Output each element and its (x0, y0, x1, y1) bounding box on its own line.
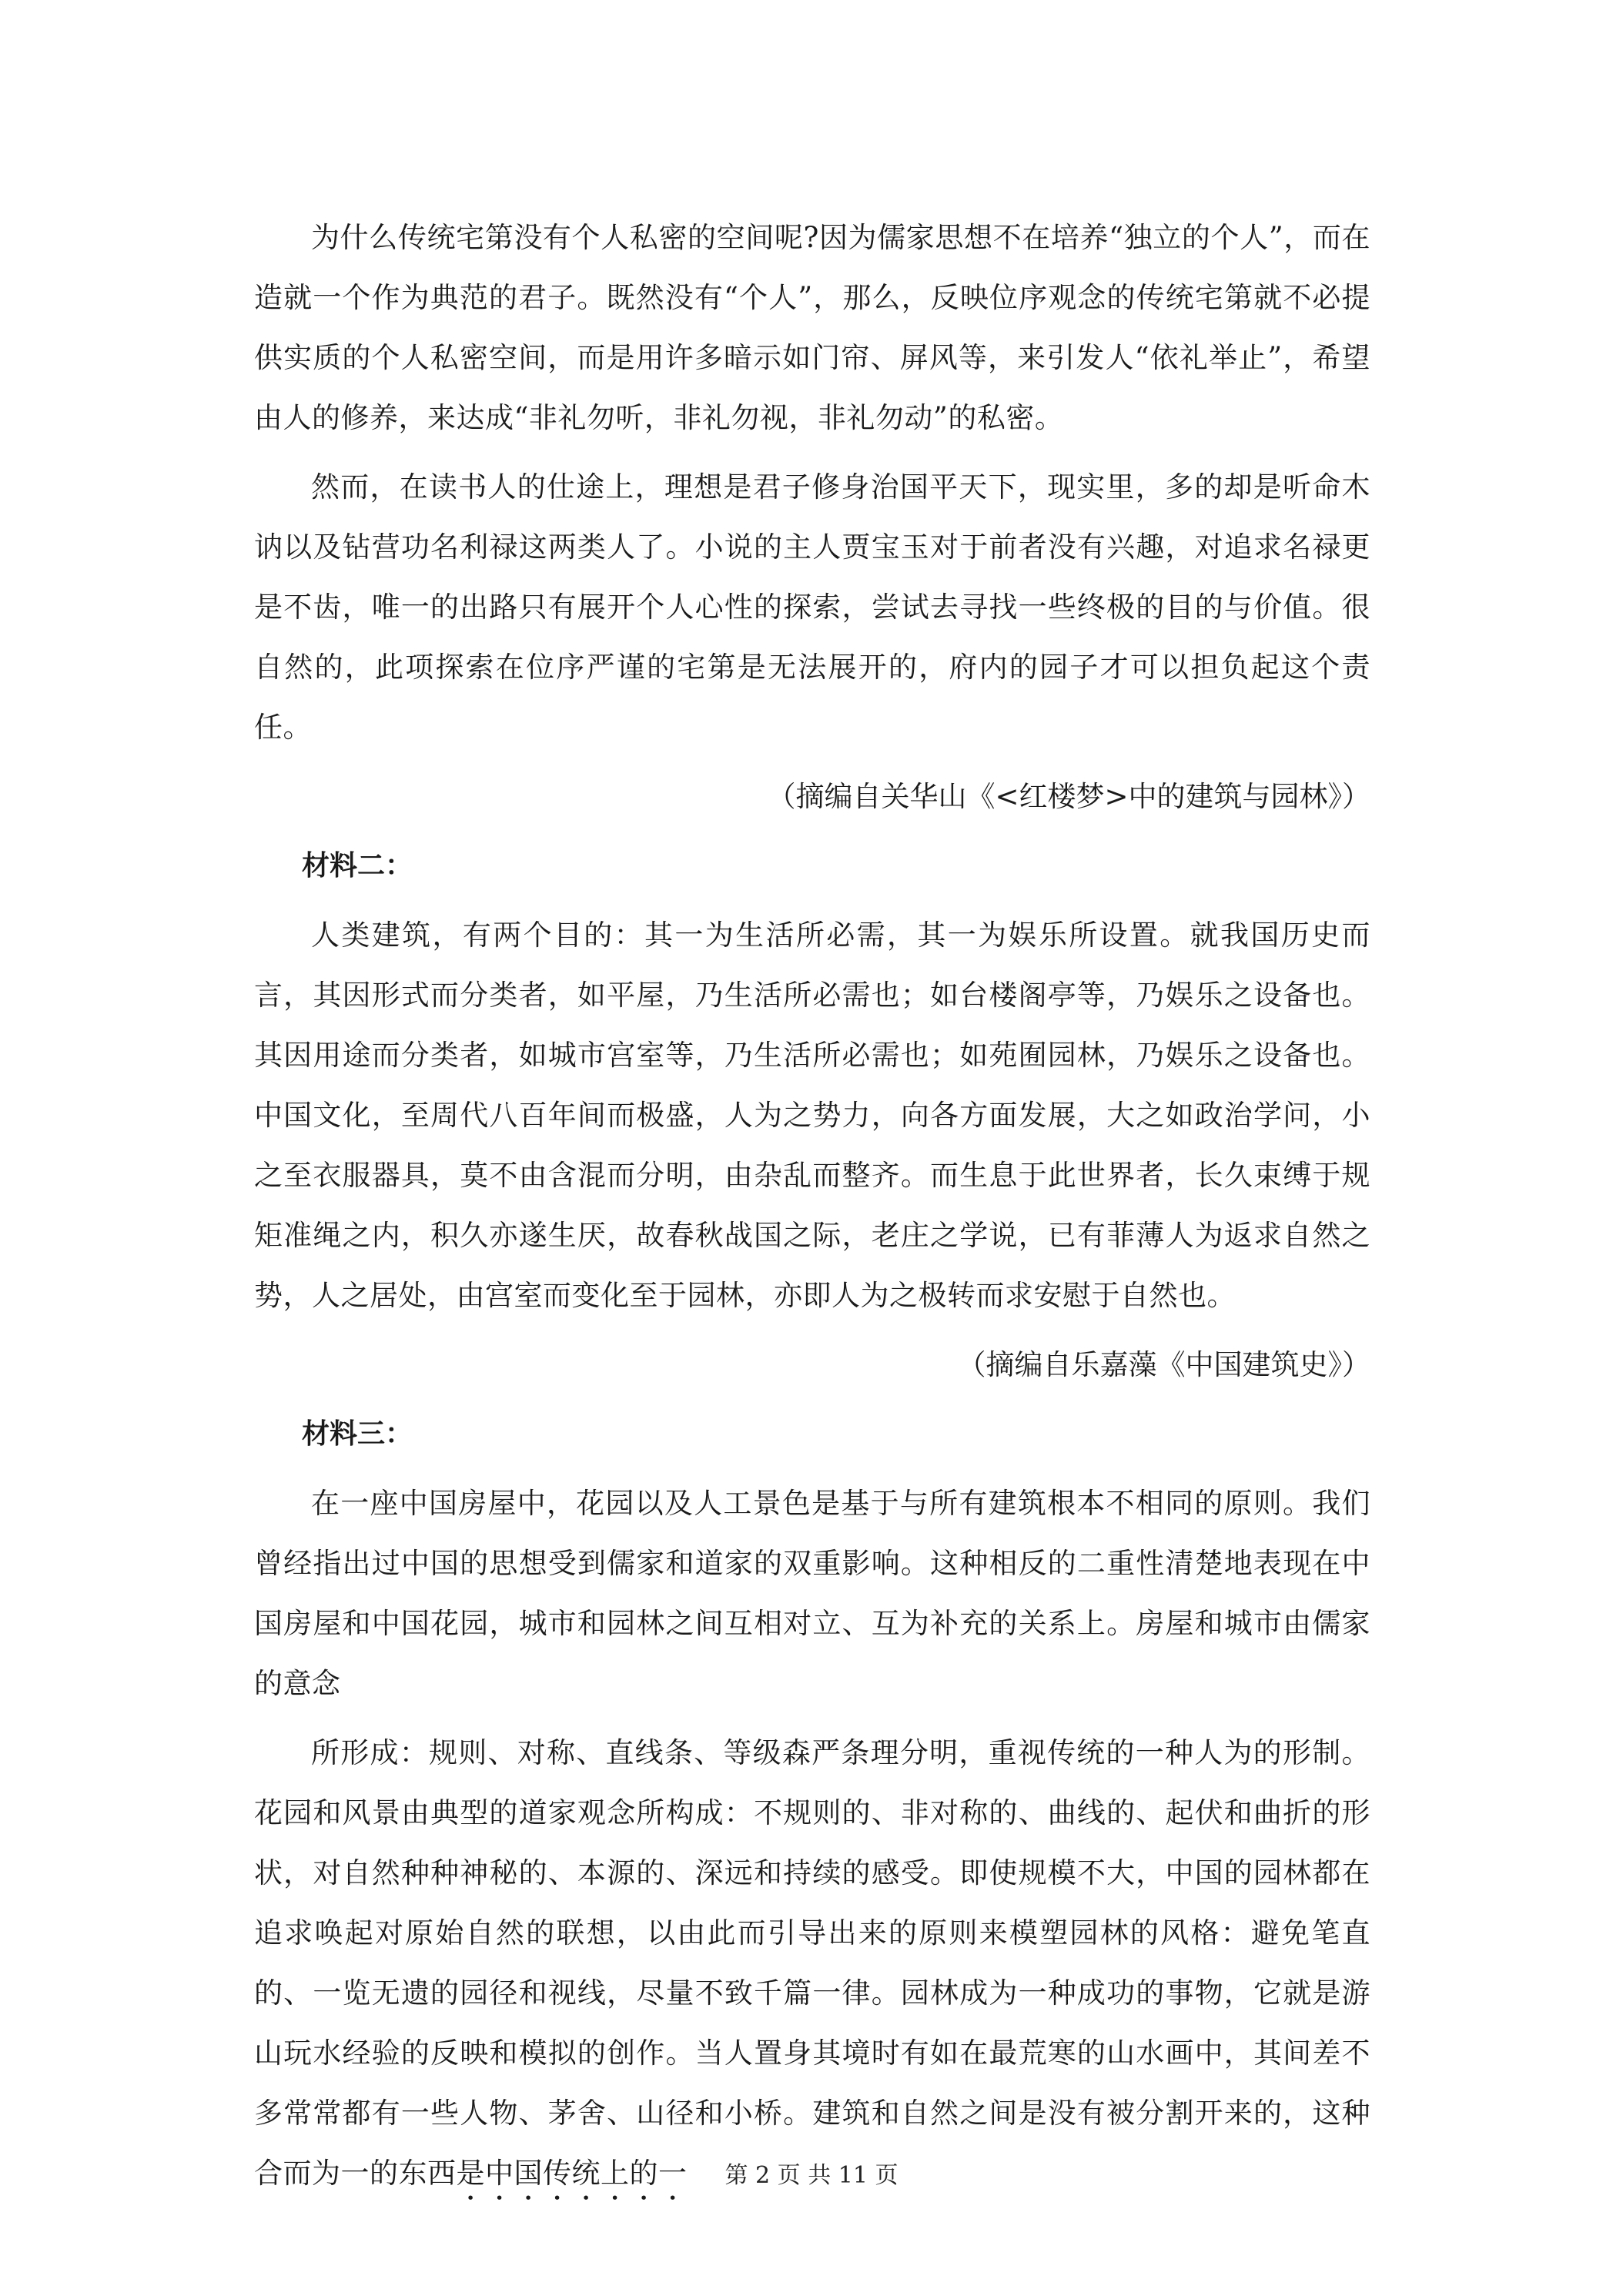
source-citation-2: （摘编自乐嘉藻《中国建筑史》） (957, 1348, 1370, 1381)
heading-material-3: 材料三： (302, 1418, 413, 1450)
paragraph-material-3a: 在一座中国房屋中，花园以及人工景色是基于与所有建筑根本不相同的原则。我们曾经指出过中国的思想受到儒家和道家的双重影响。这种相反的二重性清楚地表现在中国房屋和中国花园，城市和园林之间互相对立、互为补充的关系上。房屋和城市由儒家的意念 (254, 1487, 1370, 1700)
page-number-footer: 第 2 页 共 11 页 (724, 2162, 899, 2189)
heading-material-2: 材料二： (302, 850, 413, 882)
document-body (254, 208, 1370, 2216)
paragraph-scholar-career: 然而，在读书人的仕途上，理想是君子修身治国平天下，现实里，多的却是听命木讷以及钻营功名利禄这两类人了。小说的主人贾宝玉对于前者没有兴趣，对追求名禄更是不齿，唯一的出路只有展开个人心性的探索，尝试去寻找一些终极的目的与价值。很自然的，此项探索在位序严谨的宅第是无法展开的，府内的园子才可以担负起这个责任。 (254, 470, 1370, 744)
paragraph-material-3b (254, 1723, 1370, 2207)
paragraph-material-2: 人类建筑，有两个目的：其一为生活所必需，其一为娱乐所设置。就我国历史而言，其因形式而分类者，如平屋，乃生活所必需也；如台楼阁亭等，乃娱乐之设备也。其因用途而分类者，如城市宫室等，乃生活所必需也；如苑囿园林，乃娱乐之设备也。中国文化，至周代八百年间而极盛，人为之势力，向各方面发展，大之如政治学问，小之至衣服器具，莫不由含混而分明，由杂乱而整齐。而生息于此世界者，长久束缚于规矩准绳之内，积久亦遂生厌，故春秋战国之际，老庄之学说，已有菲薄人为返求自然之势，人之居处，由宫室而变化至于园林，亦即人为之极转而求安慰于自然也。 (254, 919, 1370, 1312)
emphasized-text: 是中国传统上的一 (456, 2157, 688, 2190)
paragraph-material-3b-text: 所形成：规则、对称、直线条、等级森严条理分明，重视传统的一种人为的形制。花园和风景由典型的道家观念所构成：不规则的、非对称的、曲线的、起伏和曲折的形状，对自然种种神秘的、本源的、深远和持续的感受。即使规模不大，中国的园林都在追求唤起对原始自然的联想，以由此而引导出来的原则来模塑园林的风格：避免笔直的、一览无遗的园径和视线，尽量不致千篇一律。园林成为一种成功的事物，它就是游山玩水经验的反映和模拟的创作。当人置身其境时有如在最荒寒的山水画中，其间差不多常常都有一些人物、茅舍、山径和小桥。建筑和自然之间是没有被分割开来的，这种合而为一的东西 (254, 1736, 1370, 2190)
source-citation-1: （摘编自关华山《<红楼梦>中的建筑与园林》） (767, 780, 1370, 813)
paragraph-private-space: 为什么传统宅第没有个人私密的空间呢?因为儒家思想不在培养“独立的个人”，而在造就一个作为典范的君子。既然没有“个人”，那么，反映位序观念的传统宅第就不必提供实质的个人私密空间，而是用许多暗示如门帘、屏风等，来引发人“依礼举止”，希望由人的修养，来达成“非礼勿听，非礼勿视，非礼勿动”的私密。 (254, 221, 1370, 434)
